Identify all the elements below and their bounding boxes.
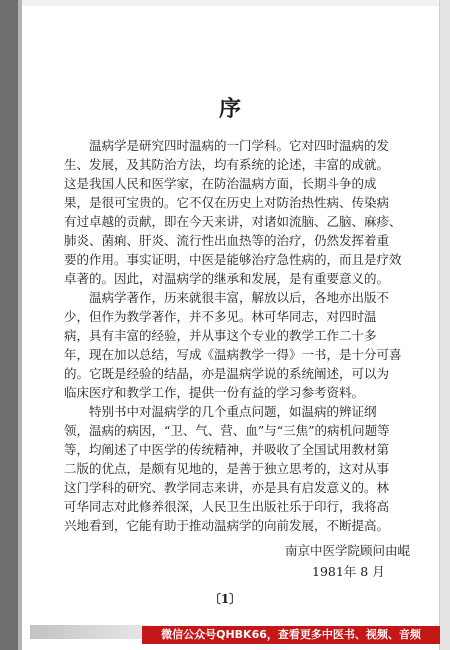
page-title: 序 <box>218 96 243 122</box>
scan-top-edge <box>22 0 440 6</box>
text-line: 肺炎、菌痢、肝炎、流行性出血热等的治疗，仍然发挥着重 <box>64 233 390 248</box>
text-line: 临床医疗和教学工作，提供一份有益的学习参考资料。 <box>64 385 365 400</box>
text-line: 可华同志对此修养很深，人民卫生出版社乐于印行，我将高 <box>64 499 390 514</box>
paragraph-2 <box>64 288 418 402</box>
page-number: 〔1〕 <box>208 592 242 606</box>
paragraph-1 <box>64 136 418 288</box>
text-line: 卓著的。因此，对温病学的继承和发展，是有重要意义的。 <box>64 271 390 286</box>
text-line: 这是我国人民和医学家，在防治温病方面，长期斗争的成 <box>64 176 377 191</box>
text-line: 温病学是研究四时温病的一门学科。它对四时温病的发 <box>89 138 390 153</box>
text-line: 生、发展，及其防治方法，均有系统的论述，丰富的成就。 <box>64 157 390 172</box>
text-line: 的。它既是经验的结晶，亦是温病学说的系统阐述，可以为 <box>64 366 390 381</box>
preface-body <box>64 136 418 535</box>
scanner-edge-right <box>439 0 450 650</box>
text-line: 温病学著作，历来就很丰富，解放以后，各地亦出版不 <box>89 290 390 305</box>
text-line: 领，温病的病因，“卫、气、营、血”与“三焦”的病机问题等 <box>64 423 390 438</box>
text-line: 果，是很可宝贵的。它不仅在历史上对防治热性病、传染病 <box>64 195 390 210</box>
text-line: 要的作用。事实证明，中医是能够治疗急性病的，而且是疗效 <box>64 252 402 267</box>
signature-author: 南京中医学院顾问由崐 <box>284 543 410 558</box>
text-line: 特别书中对温病学的几个重点问题，如温病的辨证纲 <box>89 404 377 419</box>
scanner-edge-left <box>0 0 22 650</box>
text-line: 等，均阐述了中医学的传统精神，并吸收了全国试用教材第 <box>64 442 390 457</box>
text-line: 年，现在加以总结，写成《温病教学一得》一书，是十分可喜 <box>64 347 402 362</box>
text-line: 兴地看到，它能有助于推动温病学的向前发展，不断提高。 <box>64 518 390 533</box>
scan-artifact-bar <box>30 625 150 639</box>
text-line: 少，但作为教学著作，并不多见。林可华同志，对四时温 <box>64 309 377 324</box>
text-line: 二版的优点，是颇有见地的，是善于独立思考的，这对从事 <box>64 461 390 476</box>
text-line: 有过卓越的贡献，即在今天来讲，对诸如流脑、乙脑、麻疹、 <box>64 214 402 229</box>
paragraph-3 <box>64 402 418 535</box>
watermark-banner: 微信公众号QHBK66，查看更多中医书、视频、音频 <box>142 626 440 644</box>
text-line: 这门学科的研究、教学同志来讲，亦是具有启发意义的。林 <box>64 480 390 495</box>
signature-date: 1981年 8 月 <box>312 564 385 579</box>
text-line: 病，具有丰富的经验，并从事这个专业的教学工作二十多 <box>64 328 377 343</box>
